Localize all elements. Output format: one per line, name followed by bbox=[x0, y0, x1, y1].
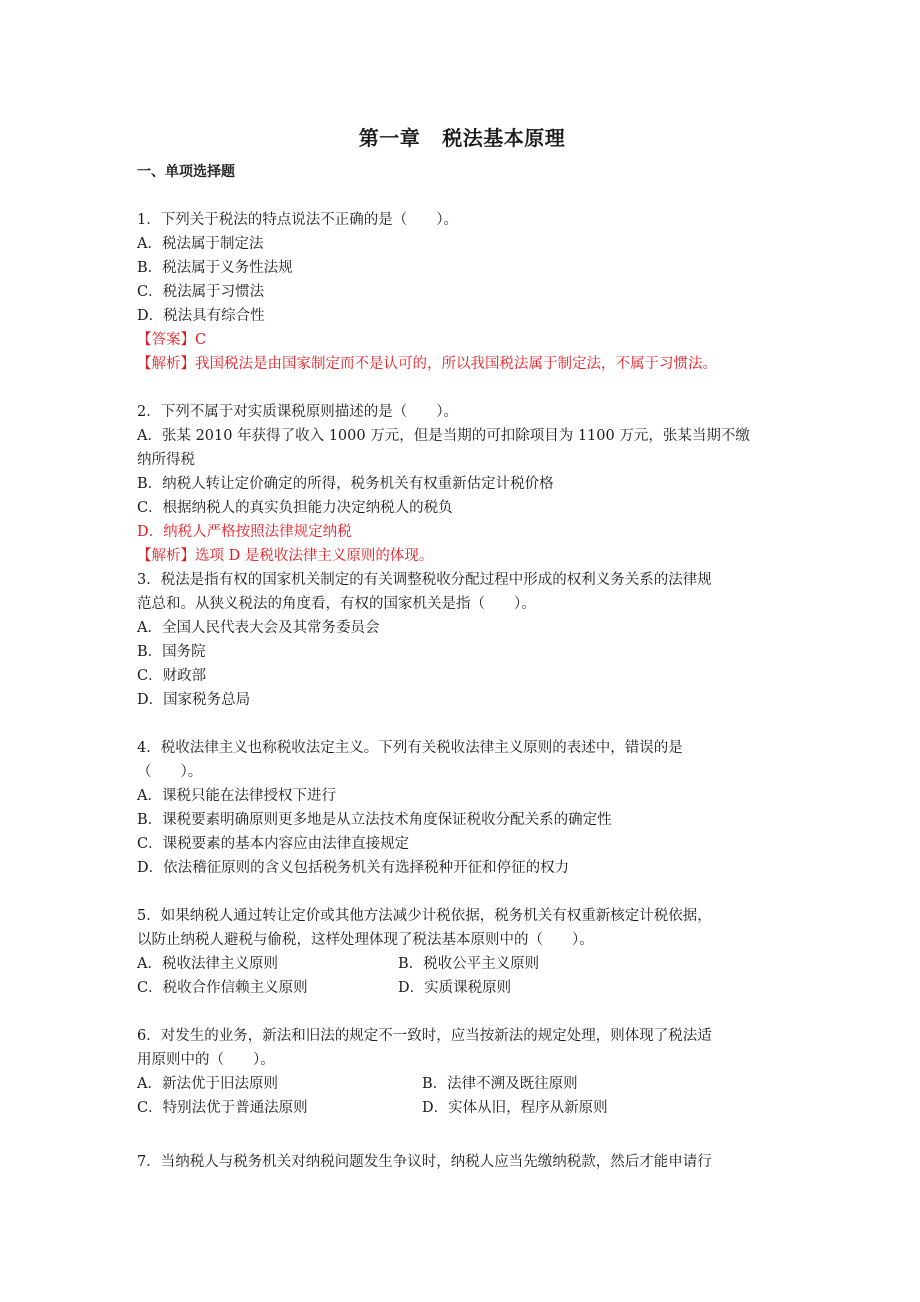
option-d: D．实质课税原则 bbox=[398, 980, 512, 996]
option-a: A．新法优于旧法原则 bbox=[137, 1076, 278, 1092]
option-d: D．依法稽征原则的含义包括税务机关有选择税种开征和停征的权力 bbox=[137, 860, 570, 876]
option-b: B．国务院 bbox=[137, 644, 206, 660]
question-stem-line-2: 范总和。从狭义税法的角度看，有权的国家机关是指（ ）。 bbox=[137, 596, 536, 612]
option-c: C．课税要素的基本内容应由法律直接规定 bbox=[137, 836, 410, 852]
option-b: B．税法属于义务性法规 bbox=[137, 260, 293, 276]
option-d-highlighted: D．纳税人严格按照法律规定纳税 bbox=[137, 524, 352, 540]
question-stem: 1．下列关于税法的特点说法不正确的是（ ）。 bbox=[137, 212, 458, 228]
question-stem-line-2: （ ）。 bbox=[137, 764, 203, 780]
option-b: B．法律不溯及既往原则 bbox=[422, 1076, 578, 1092]
option-c: C．特别法优于普通法原则 bbox=[137, 1100, 308, 1116]
option-a-continued: 纳所得税 bbox=[137, 452, 195, 468]
option-a: A．课税只能在法律授权下进行 bbox=[137, 788, 336, 804]
question-stem-line-1: 5．如果纳税人通过转让定价或其他方法减少计税依据，税务机关有权重新核定计税依据， bbox=[137, 908, 712, 924]
chapter-title bbox=[137, 122, 787, 151]
option-a: A．全国人民代表大会及其常务委员会 bbox=[137, 620, 380, 636]
question-stem-line-1: 3．税法是指有权的国家机关制定的有关调整税收分配过程中形成的权利义务关系的法律规 bbox=[137, 572, 712, 588]
question-stem-line-2: 以防止纳税人避税与偷税，这样处理体现了税法基本原则中的（ ）。 bbox=[137, 932, 594, 948]
option-c: C．税收合作信赖主义原则 bbox=[137, 980, 308, 996]
option-c: C．根据纳税人的真实负担能力决定纳税人的税负 bbox=[137, 500, 453, 516]
question-stem: 2．下列不属于对实质课税原则描述的是（ ）。 bbox=[137, 404, 458, 420]
option-a: A．张某 2010 年获得了收入 1000 万元，但是当期的可扣除项目为 1100 万元，张某当期不缴 bbox=[137, 428, 750, 444]
option-b: B．课税要素明确原则更多地是从立法技术角度保证税收分配关系的确定性 bbox=[137, 812, 612, 828]
option-d: D．实体从旧，程序从新原则 bbox=[422, 1100, 608, 1116]
option-a: A．税法属于制定法 bbox=[137, 236, 264, 252]
chapter-name: 税法基本原理 bbox=[442, 126, 566, 150]
option-b: B．税收公平主义原则 bbox=[398, 956, 540, 972]
question-stem-line-1: 4．税收法律主义也称税收法定主义。下列有关税收法律主义原则的表述中，错误的是 bbox=[137, 740, 683, 756]
option-c: C．财政部 bbox=[137, 668, 207, 684]
question-stem-line-2: 用原则中的（ ）。 bbox=[137, 1052, 275, 1068]
question-stem-line-1: 6．对发生的业务，新法和旧法的规定不一致时，应当按新法的规定处理，则体现了税法适 bbox=[137, 1028, 712, 1044]
analysis-text: 【解析】我国税法是由国家制定而不是认可的，所以我国税法属于制定法，不属于习惯法。 bbox=[137, 356, 717, 372]
option-c: C．税法属于习惯法 bbox=[137, 284, 265, 300]
option-d: D．国家税务总局 bbox=[137, 692, 251, 708]
chapter-number: 第一章 bbox=[358, 126, 421, 150]
answer-text: 【答案】C bbox=[137, 332, 207, 348]
option-a: A．税收法律主义原则 bbox=[137, 956, 278, 972]
option-d: D．税法具有综合性 bbox=[137, 308, 265, 324]
analysis-text: 【解析】选项 D 是税收法律主义原则的体现。 bbox=[137, 548, 434, 564]
section-heading: 一、单项选择题 bbox=[137, 164, 235, 180]
question-stem-line-1: 7．当纳税人与税务机关对纳税问题发生争议时，纳税人应当先缴纳税款，然后才能申请行 bbox=[137, 1154, 712, 1170]
option-b: B．纳税人转让定价确定的所得，税务机关有权重新估定计税价格 bbox=[137, 476, 554, 492]
